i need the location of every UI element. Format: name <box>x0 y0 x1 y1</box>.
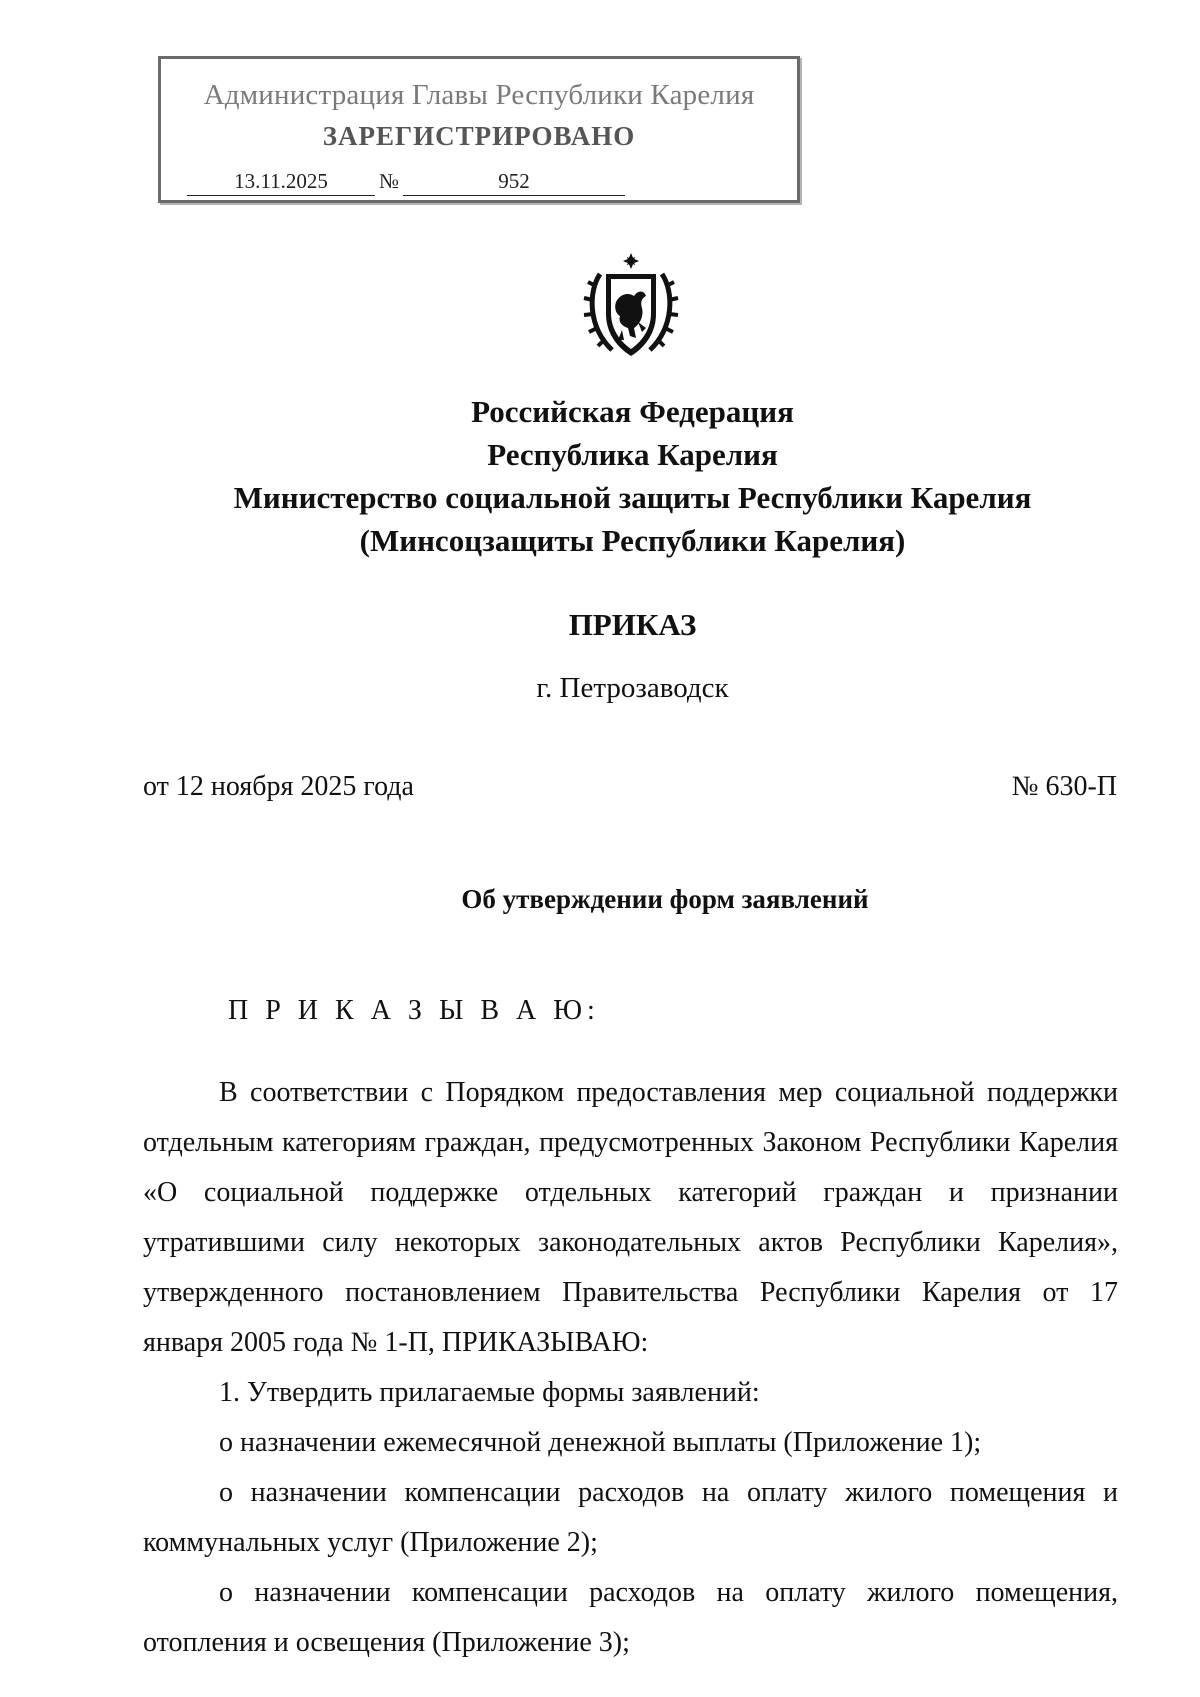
stamp-registration-line <box>187 169 607 195</box>
body-line: В соответствии с Порядком предоставления мер социальной поддержки <box>219 1077 1118 1108</box>
body-line: отдельным категориям граждан, предусмотренных Законом Республики Карелия <box>143 1127 1118 1158</box>
header-ministry-short: (Минсоцзащиты Республики Карелия) <box>359 523 906 558</box>
stamp-title: ЗАРЕГИСТРИРОВАНО <box>322 121 636 151</box>
header-republic: Республика Карелия <box>487 437 778 472</box>
body-line: отопления и освещения (Приложение 3); <box>143 1627 630 1658</box>
header-country: Российская Федерация <box>471 394 794 429</box>
body-line: о назначении ежемесячной денежной выплаты (Приложение 1); <box>219 1427 982 1458</box>
document-date: от 12 ноября 2025 года <box>143 771 414 802</box>
body-line: утвержденного постановлением Правительства Республики Карелия от 17 <box>143 1277 1118 1308</box>
document-subject: Об утверждении форм заявлений <box>461 884 869 914</box>
stamp-organization: Администрация Главы Республики Карелия <box>203 79 755 111</box>
document-type: ПРИКАЗ <box>568 607 697 642</box>
stamp-number: 952 <box>403 169 625 196</box>
stamp-date: 13.11.2025 <box>187 169 375 196</box>
body-line: января 2005 года № 1-П, ПРИКАЗЫВАЮ: <box>143 1327 649 1358</box>
document-body <box>143 1068 1118 1668</box>
header-ministry: Министерство социальной защиты Республики Карелия <box>233 480 1032 515</box>
document-number: № 630-П <box>1011 771 1117 802</box>
body-line: о назначении компенсации расходов на оплату жилого помещения и <box>219 1477 1118 1508</box>
body-line: «О социальной поддержке отдельных категорий граждан и признании <box>143 1177 1118 1208</box>
coat-of-arms-icon <box>582 252 680 362</box>
body-line: коммунальных услуг (Приложение 2); <box>143 1527 598 1558</box>
stamp-number-sign: № <box>378 169 400 193</box>
decree-word: П Р И К А З Ы В А Ю: <box>228 995 600 1026</box>
body-line: 1. Утвердить прилагаемые формы заявлений: <box>219 1377 760 1408</box>
body-line: утратившими силу некоторых законодательных актов Республики Карелия», <box>143 1227 1118 1258</box>
body-line: о назначении компенсации расходов на оплату жилого помещения, <box>219 1577 1118 1608</box>
registration-stamp <box>158 56 800 203</box>
document-city: г. Петрозаводск <box>536 672 729 704</box>
